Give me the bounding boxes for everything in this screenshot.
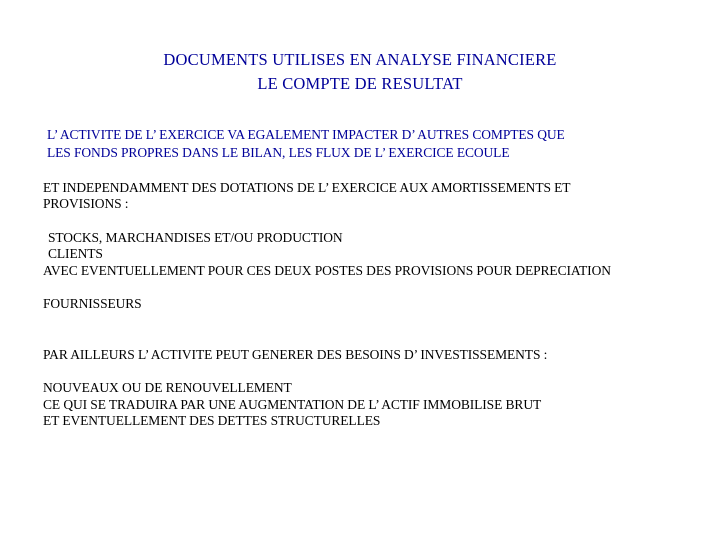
body-independamment-line-2: PROVISIONS : (43, 196, 129, 211)
slide-title-line-2: LE COMPTE DE RESULTAT (257, 74, 463, 93)
body-fournisseurs-line: FOURNISSEURS (43, 296, 142, 311)
body-independamment-line-1: ET INDEPENDAMMENT DES DOTATIONS DE L’ EXERCICE AUX AMORTISSEMENTS ET (43, 180, 571, 195)
body-actif-immobilise-line: CE QUI SE TRADUIRA PAR UNE AUGMENTATION DE L’ ACTIF IMMOBILISE BRUT (43, 397, 542, 412)
body-stocks-line: STOCKS, MARCHANDISES ET/OU PRODUCTION (48, 230, 343, 245)
body-provisions-line: AVEC EVENTUELLEMENT POUR CES DEUX POSTES DES PROVISIONS POUR DEPRECIATION (43, 263, 611, 278)
body-clients-line: CLIENTS (48, 246, 103, 261)
body-dettes-line: ET EVENTUELLEMENT DES DETTES STRUCTURELLES (43, 413, 381, 428)
intro-line-1: L’ ACTIVITE DE L’ EXERCICE VA EGALEMENT IMPACTER D’ AUTRES COMPTES QUE (47, 127, 565, 142)
body-renouvellement-line: NOUVEAUX OU DE RENOUVELLEMENT (43, 380, 292, 395)
body-investissements-line: PAR AILLEURS L’ ACTIVITE PEUT GENERER DES BESOINS D’ INVESTISSEMENTS : (43, 347, 548, 362)
slide-title-line-1: DOCUMENTS UTILISES EN ANALYSE FINANCIERE (163, 50, 557, 69)
intro-line-2: LES FONDS PROPRES DANS LE BILAN, LES FLUX DE L’ EXERCICE ECOULE (47, 145, 510, 160)
